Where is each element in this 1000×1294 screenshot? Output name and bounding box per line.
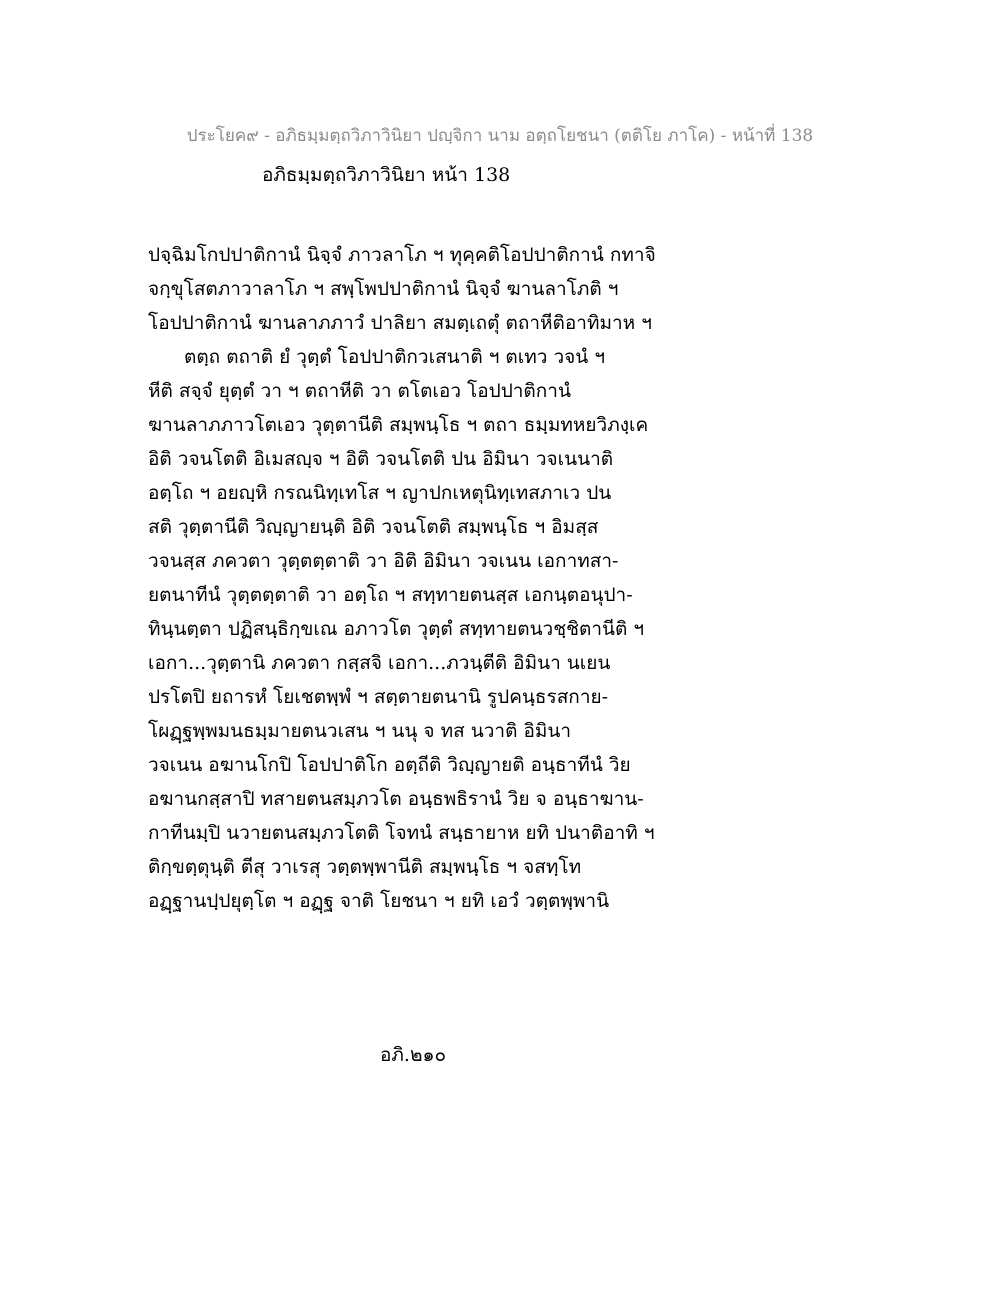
running-header: ประโยค๙ - อภิธมฺมตฺถวิภาวินิยา ปญฺจิกา นาม อตฺถโยชนา (ตติโย ภาโค) - หน้าที่ 138	[186, 126, 814, 146]
text-line: สติ วุตฺตานีติ วิญฺญายนฺติ อิติ วจนโตติ สมฺพนฺโธ ฯ อิมสฺส	[148, 516, 599, 538]
text-line: ยตนาทีนํ วุตฺตตฺตาติ วา อตฺโถ ฯ สทฺทายตนสฺส เอกนฺตอนุปา-	[148, 584, 633, 606]
text-line: จกฺขุโสตภาวาลาโภ ฯ สพฺโพปปาติกานํ นิจฺจํ ฆานลาโภติ ฯ	[148, 278, 619, 300]
text-line: ตตฺถ ตถาติ ยํ วุตฺตํ โอปปาติกวเสนาติ ฯ ตเทว วจนํ ฯ	[184, 346, 605, 368]
text-line: โอปปาติกานํ ฆานลาภภาวํ ปาลิยา สมตฺเถตุํ ตถาหีติอาทิมาห ฯ	[148, 312, 652, 334]
text-line: เอกา...วุตฺตานิ ภควตา กสฺสจิ เอกา...ภวนฺตีติ อิมินา นเยน	[148, 652, 611, 674]
text-line: อตฺโถ ฯ อยญฺหิ กรณนิทฺเทโส ฯ ญาปกเหตุนิทฺเทสภาเว ปน	[148, 482, 612, 504]
text-line: วจเนน อฆานโกปิ โอปปาติโก อตฺถีติ วิญฺญายติ อนฺธาทีนํ วิย	[148, 754, 631, 776]
text-line: กาทีนมฺปิ นวายตนสมฺภวโตติ โจทนํ สนฺธายาห ยทิ ปนาติอาทิ ฯ	[148, 822, 655, 844]
text-line: โผฏฺฐพฺพมนธมฺมายตนวเสน ฯ นนุ จ ทส นวาติ อิมินา	[148, 720, 572, 742]
text-line: ฆานลาภภาวโตเอว วุตฺตานีติ สมฺพนฺโธ ฯ ตถา ธมฺมทหยวิภงฺเค	[148, 414, 649, 436]
text-line: อฏฺฐานปฺปยุตฺโต ฯ อฏฺฐ จาติ โยชนา ฯ ยทิ เอวํ วตฺตพฺพานิ	[148, 890, 610, 912]
text-line: หีติ สจฺจํ ยุตฺตํ วา ฯ ตถาหีติ วา ตโตเอว โอปปาติกานํ	[148, 380, 571, 402]
folio-number: อภิ.๒๑๐	[380, 1044, 447, 1066]
text-line: ติกฺขตฺตุนฺติ ตีสุ วาเรสุ วตฺตพฺพานีติ สมฺพนฺโธ ฯ จสทฺโท	[148, 856, 582, 878]
text-line: ปจฺฉิมโกปปาติกานํ นิจฺจํ ภาวลาโภ ฯ ทุคฺคติโอปปาติกานํ กทาจิ	[148, 244, 656, 266]
text-line: อฆานกสฺสาปิ ทสายตนสมฺภวโต อนฺธพธิรานํ วิย จ อนฺธาฆาน-	[148, 788, 644, 810]
text-line: วจนสฺส ภควตา วุตฺตตฺตาติ วา อิติ อิมินา วจเนน เอกาทสา-	[148, 550, 619, 572]
text-line: ทินฺนตฺตา ปฏิสนฺธิกฺขเณ อภาวโต วุตฺตํ สทฺทายตนวชฺชิตานีติ ฯ	[148, 618, 645, 640]
body-text	[148, 238, 708, 918]
text-line: อิติ วจนโตติ อิเมสญฺจ ฯ อิติ วจนโตติ ปน อิมินา วจเนนาติ	[148, 448, 614, 470]
text-line: ปรโตปิ ยถารหํ โยเชตพฺพํ ฯ สตฺตายตนานิ รูปคนฺธรสกาย-	[148, 686, 609, 708]
page-title: อภิธมฺมตฺถวิภาวินิยา หน้า 138	[262, 164, 511, 186]
